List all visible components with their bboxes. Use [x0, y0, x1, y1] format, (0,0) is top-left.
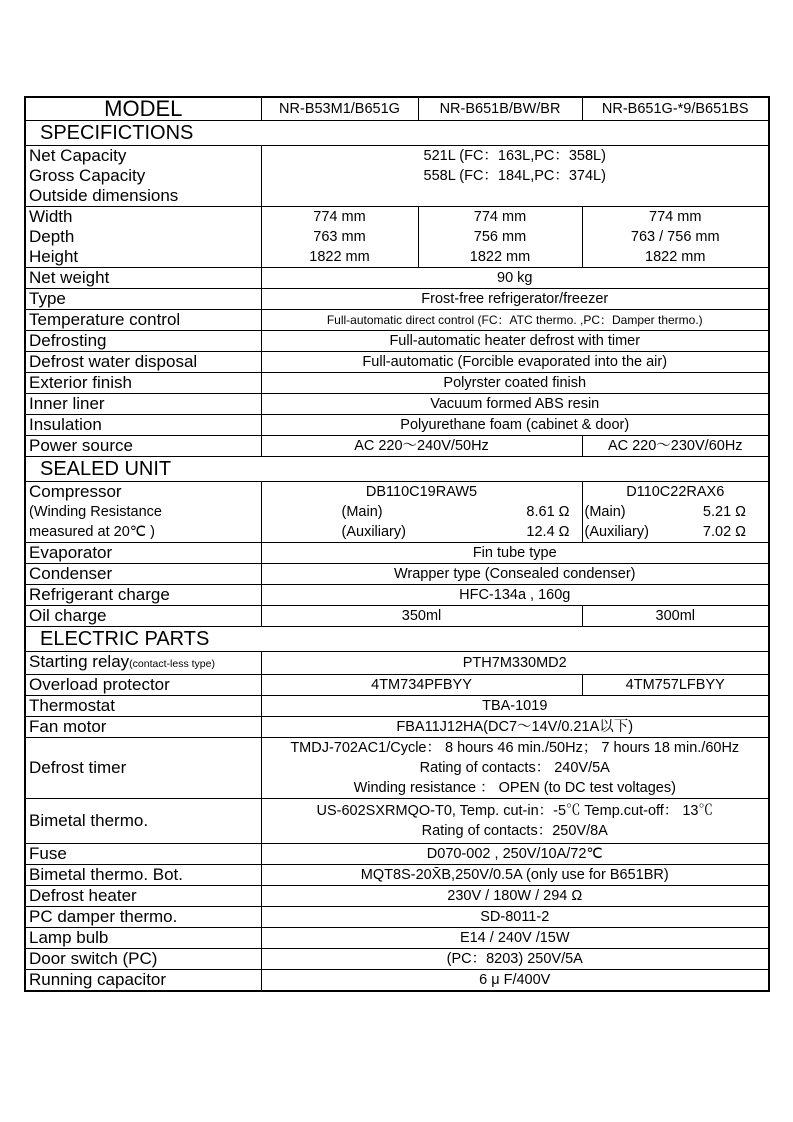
door-switch-value: (PC：8203) 250V/5A	[261, 949, 769, 970]
inner-liner-value: Vacuum formed ABS resin	[261, 394, 769, 415]
running-capacitor-label: Running capacitor	[25, 970, 261, 992]
type-value: Frost-free refrigerator/freezer	[261, 289, 769, 310]
lamp-bulb-value: E14 / 240V /15W	[261, 928, 769, 949]
defrosting-label: Defrosting	[25, 331, 261, 352]
depth-3: 763 / 756 mm	[582, 227, 769, 247]
fan-motor-value: FBA11J12HA(DC7～14V/0.21A以下)	[261, 717, 769, 738]
overload-protector-label: Overload protector	[25, 675, 261, 696]
thermostat-label: Thermostat	[25, 696, 261, 717]
section-electric-parts: ELECTRIC PARTS	[25, 627, 769, 652]
defrost-heater-label: Defrost heater	[25, 886, 261, 907]
pc-damper-thermo-label: PC damper thermo.	[25, 907, 261, 928]
height-1: 1822 mm	[261, 247, 418, 268]
net-capacity-value: 521L (FC：163L,PC：358L)	[261, 146, 769, 167]
height-3: 1822 mm	[582, 247, 769, 268]
aux-value-a: 12.4 Ω	[526, 524, 570, 540]
insulation-label: Insulation	[25, 415, 261, 436]
defrost-heater-value: 230V / 180W / 294 Ω	[261, 886, 769, 907]
insulation-value: Polyurethane foam (cabinet & door)	[261, 415, 769, 436]
bimetal-thermo-bot-value: MQT8S-20X̄B,250V/0.5A (only use for B651BR)	[261, 865, 769, 886]
aux-label-b: (Auxiliary)	[584, 524, 649, 540]
lamp-bulb-label: Lamp bulb	[25, 928, 261, 949]
defrost-water-value: Full-automatic (Forcible evaporated into the air)	[261, 352, 769, 373]
oil-charge-value-1: 350ml	[261, 606, 582, 627]
model-label: MODEL	[25, 97, 261, 121]
overload-protector-value-2: 4TM757LFBYY	[582, 675, 769, 696]
model-2: NR-B651B/BW/BR	[418, 97, 582, 121]
exterior-finish-value: Polyrster coated finish	[261, 373, 769, 394]
section-sealed-unit: SEALED UNIT	[25, 457, 769, 482]
condenser-value: Wrapper type (Consealed condenser)	[261, 564, 769, 585]
inner-liner-label: Inner liner	[25, 394, 261, 415]
section-specifications: SPECIFICTIONS	[25, 121, 769, 146]
power-source-value-1: AC 220～240V/50Hz	[261, 436, 582, 457]
compressor-value-1: DB110C19RAW5	[261, 482, 582, 503]
depth-1: 763 mm	[261, 227, 418, 247]
main-value-a: 8.61 Ω	[526, 504, 570, 520]
model-row	[25, 97, 769, 121]
starting-relay-label: Starting relay	[29, 652, 130, 671]
power-source-label: Power source	[25, 436, 261, 457]
temperature-control-value: Full-automatic direct control (FC：ATC thermo. ,PC：Damper thermo.)	[261, 310, 769, 331]
refrigerant-charge-label: Refrigerant charge	[25, 585, 261, 606]
fuse-value: D070-002 , 250V/10A/72℃	[261, 844, 769, 865]
net-weight-label: Net weight	[25, 268, 261, 289]
outside-dimensions-label: Outside dimensions	[25, 186, 261, 207]
power-source-value-2: AC 220～230V/60Hz	[582, 436, 769, 457]
defrosting-value: Full-automatic heater defrost with timer	[261, 331, 769, 352]
height-2: 1822 mm	[418, 247, 582, 268]
width-3: 774 mm	[582, 207, 769, 228]
main-label-b: (Main)	[584, 504, 626, 520]
net-weight-value: 90 kg	[261, 268, 769, 289]
starting-relay-value: PTH7M330MD2	[261, 652, 769, 675]
defrost-timer-label: Defrost timer	[25, 738, 261, 799]
compressor-value-2: D110C22RAX6	[582, 482, 769, 503]
defrost-timer-line-3: Winding resistance ： OPEN (to DC test voltages)	[353, 780, 676, 796]
width-1: 774 mm	[261, 207, 418, 228]
net-capacity-label: Net Capacity	[25, 146, 261, 167]
fuse-label: Fuse	[25, 844, 261, 865]
fan-motor-label: Fan motor	[25, 717, 261, 738]
winding-resistance-label: (Winding Resistance	[25, 502, 261, 522]
main-value-b: 5.21 Ω	[702, 504, 746, 520]
running-capacitor-value: 6 μ F/400V	[261, 970, 769, 992]
bimetal-thermo-line-1: US-602SXRMQO-T0, Temp. cut-in：-5℃ Temp.cut-off： 13℃	[316, 803, 713, 819]
oil-charge-value-2: 300ml	[582, 606, 769, 627]
temperature-control-label: Temperature control	[25, 310, 261, 331]
type-label: Type	[25, 289, 261, 310]
gross-capacity-value: 558L (FC：184L,PC：374L)	[261, 166, 769, 186]
overload-protector-value-1: 4TM734PFBYY	[261, 675, 582, 696]
defrost-timer-line-1: TMDJ-702AC1/Cycle： 8 hours 46 min./50Hz； 7 hours 18 min./60Hz	[290, 740, 740, 756]
model-3: NR-B651G-*9/B651BS	[582, 97, 769, 121]
width-2: 774 mm	[418, 207, 582, 228]
exterior-finish-label: Exterior finish	[25, 373, 261, 394]
aux-label-a: (Auxiliary)	[341, 524, 406, 540]
oil-charge-label: Oil charge	[25, 606, 261, 627]
bimetal-thermo-bot-label: Bimetal thermo. Bot.	[25, 865, 261, 886]
evaporator-value: Fin tube type	[261, 543, 769, 564]
starting-relay-note: (contact-less type)	[129, 658, 215, 670]
compressor-label: Compressor	[25, 482, 261, 503]
defrost-water-label: Defrost water disposal	[25, 352, 261, 373]
depth-2: 756 mm	[418, 227, 582, 247]
measured-at-label: measured at 20℃ )	[25, 522, 261, 543]
depth-label: Depth	[25, 227, 261, 247]
condenser-label: Condenser	[25, 564, 261, 585]
evaporator-label: Evaporator	[25, 543, 261, 564]
gross-capacity-label: Gross Capacity	[25, 166, 261, 186]
aux-value-b: 7.02 Ω	[702, 524, 746, 540]
thermostat-value: TBA-1019	[261, 696, 769, 717]
refrigerant-charge-value: HFC-134a , 160g	[261, 585, 769, 606]
model-1: NR-B53M1/B651G	[261, 97, 418, 121]
bimetal-thermo-label: Bimetal thermo.	[25, 799, 261, 844]
pc-damper-thermo-value: SD-8011-2	[261, 907, 769, 928]
bimetal-thermo-line-2: Rating of contacts：250V/8A	[421, 823, 608, 839]
spec-table	[24, 96, 770, 992]
defrost-timer-line-2: Rating of contacts： 240V/5A	[419, 760, 610, 776]
height-label: Height	[25, 247, 261, 268]
main-label-a: (Main)	[341, 504, 383, 520]
door-switch-label: Door switch (PC)	[25, 949, 261, 970]
width-label: Width	[25, 207, 261, 228]
